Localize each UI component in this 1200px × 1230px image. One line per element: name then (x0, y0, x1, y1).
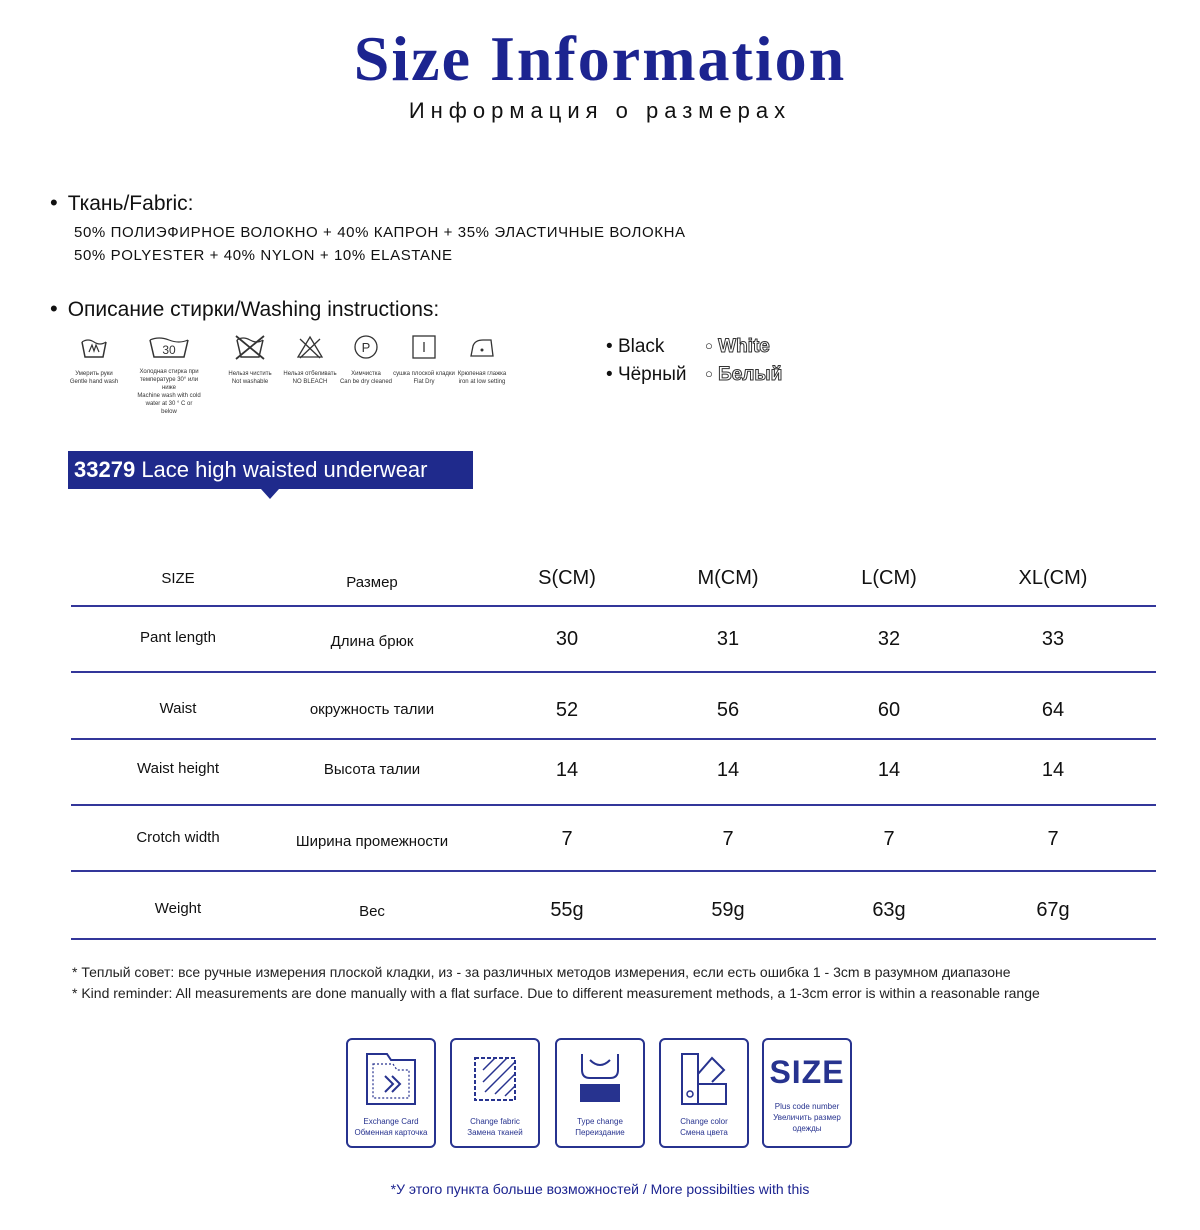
care-label-ru: Нельзя чистить (228, 371, 272, 377)
service-label-en: Change color (680, 1117, 728, 1126)
table-header-m: M(CM) (697, 567, 759, 589)
table-cell: 67g (1036, 899, 1070, 921)
service-label-ru: Смена цвета (680, 1128, 728, 1137)
dry-clean-icon (351, 334, 381, 360)
table-cell: 14 (716, 759, 740, 781)
table-cell: 59g (711, 899, 745, 921)
service-card-type[interactable] (555, 1038, 645, 1148)
care-label-en: Machine wash with cold water at 30 ° C or below (137, 393, 201, 415)
service-label-ru: Обменная карточка (354, 1128, 428, 1137)
row-label-ru: Высота талии (323, 761, 421, 778)
page-subtitle: Информация о размерах (408, 98, 792, 123)
table-cell: 30 (555, 628, 579, 650)
fabric-heading: • Ткань/Fabric: (50, 190, 194, 216)
service-label-en: Exchange Card (363, 1117, 419, 1126)
machine-wash-30-icon (147, 334, 191, 360)
table-cell: 14 (877, 759, 901, 781)
table-rule (71, 938, 1156, 940)
table-cell: 55g (550, 899, 584, 921)
fabric-composition-en: 50% POLYESTER + 40% NYLON + 10% ELASTANE (74, 247, 453, 264)
color-option-black[interactable] (606, 336, 664, 358)
care-label-en: Can be dry cleaned (339, 379, 393, 385)
care-label-en: iron at low setting (458, 379, 506, 385)
row-label-en: Waist (159, 700, 197, 717)
size-icon: SIZE (769, 1054, 845, 1090)
table-cell: 32 (877, 628, 901, 650)
row-label-ru: Длина брюк (330, 633, 414, 650)
care-label-en: Gentle hand wash (69, 379, 119, 385)
care-label-en: Flat Dry (413, 379, 435, 385)
table-cell: 7 (883, 828, 895, 850)
measurement-note-ru: * Теплый совет: все ручные измерения плоской кладки, из - за различных методов измерения, если есть ошибка 1 - 3cm в разумном диапазоне (72, 964, 1011, 980)
no-bleach-icon (295, 334, 325, 360)
measurement-note-en: * Kind reminder: All measurements are done manually with a flat surface. Due to different measurement methods, a 1-3cm error is within a reasonable range (72, 985, 1040, 1001)
color-option-white-ru[interactable] (705, 364, 782, 386)
table-cell: 14 (1041, 759, 1065, 781)
svg-text:P: P (361, 340, 371, 355)
low-iron-icon (467, 334, 497, 360)
care-label-ru: Химчистка (351, 371, 381, 377)
table-header-s: S(CM) (538, 567, 596, 589)
care-label-en: Not washable (231, 379, 269, 385)
footer-note: *У этого пункта больше возможностей / More possibilties with this (390, 1181, 810, 1197)
care-label-ru: Холодная стирка при температуре 30° или ниже (139, 369, 199, 391)
fabric-composition-ru: 50% ПОЛИЭФИРНОЕ ВОЛОКНО + 40% КАПРОН + 35% ЭЛАСТИЧНЫЕ ВОЛОКНА (74, 224, 686, 241)
page-title: Size Information (353, 23, 847, 94)
table-header-l: L(CM) (861, 567, 917, 589)
care-item-dry-clean (334, 334, 398, 386)
filled-dot-icon: • (606, 364, 613, 385)
care-item-flat-dry (392, 334, 456, 386)
row-label-ru: окружность талии (309, 701, 435, 718)
care-item-no-bleach (278, 334, 342, 386)
flat-dry-icon (409, 334, 439, 360)
color-option-black-ru[interactable] (606, 364, 687, 386)
hand-wash-icon (79, 334, 109, 360)
care-label-en: NO BLEACH (292, 379, 328, 385)
filled-dot-icon: • (606, 336, 613, 357)
row-label-en: Waist height (137, 760, 219, 777)
color-label-black-ru: Чёрный (617, 364, 687, 385)
table-cell: 14 (555, 759, 579, 781)
table-rule (71, 738, 1156, 740)
table-cell: 31 (716, 628, 740, 650)
table-cell: 7 (722, 828, 734, 850)
product-code: 33279 (74, 457, 136, 482)
table-rule (71, 870, 1156, 872)
care-item-hand-wash (62, 334, 126, 386)
change-color-icon (672, 1048, 736, 1110)
table-rule (71, 605, 1156, 607)
row-label-en: Weight (154, 900, 202, 917)
color-label-white-en: White (718, 336, 770, 357)
product-badge (68, 451, 473, 489)
row-label-en: Pant length (140, 629, 216, 646)
badge-pointer (261, 489, 279, 499)
table-cell: 33 (1041, 628, 1065, 650)
care-item-low-iron (450, 334, 514, 386)
washing-heading: • Описание стирки/Washing instructions: (50, 296, 439, 322)
hollow-dot-icon: ○ (705, 338, 713, 353)
exchange-card-icon (359, 1048, 423, 1110)
service-label-en: Type change (577, 1117, 623, 1126)
table-header-size-ru: Размер (346, 574, 398, 591)
care-item-no-wash (218, 334, 282, 386)
table-cell: 64 (1041, 699, 1065, 721)
table-cell: 7 (1047, 828, 1059, 850)
service-label-ru: Замена тканей (467, 1128, 523, 1137)
table-rule (71, 671, 1156, 673)
table-rule (71, 804, 1156, 806)
table-header-size-en: SIZE (161, 570, 195, 587)
service-card-size[interactable] (762, 1038, 852, 1148)
service-label-en: Plus code number (774, 1102, 840, 1111)
color-option-white[interactable] (705, 336, 770, 358)
care-label-ru: Нельзя отбеливать (283, 371, 337, 377)
hollow-dot-icon: ○ (705, 366, 713, 381)
table-cell: 63g (872, 899, 906, 921)
table-cell: 52 (555, 699, 579, 721)
service-card-color[interactable] (659, 1038, 749, 1148)
care-label-ru: сушка плоской кладки (393, 371, 455, 377)
service-card-exchange[interactable] (346, 1038, 436, 1148)
service-label-en: Change fabric (470, 1117, 520, 1126)
table-cell: 56 (716, 699, 740, 721)
table-header-xl: XL(CM) (1018, 567, 1088, 589)
wash-temp-label: 30 (162, 343, 176, 357)
product-name: Lace high waisted underwear (141, 457, 428, 482)
row-label-ru: Ширина промежности (295, 833, 449, 850)
type-change-icon (568, 1048, 632, 1110)
no-wash-icon (233, 334, 267, 360)
table-cell: 60 (877, 699, 901, 721)
care-label-ru: Крюпеная глажка (457, 371, 507, 377)
row-label-en: Crotch width (136, 829, 220, 846)
care-item-machine-wash (137, 334, 201, 416)
color-label-black-en: Black (617, 336, 665, 357)
table-cell: 7 (561, 828, 573, 850)
color-label-white-ru: Белый (718, 364, 783, 385)
service-label-ru: Увеличить размер одежды (773, 1113, 841, 1133)
care-label-ru: Умерить руки (75, 371, 113, 377)
change-fabric-icon (463, 1048, 527, 1110)
service-label-ru: Переиздание (575, 1128, 625, 1137)
row-label-ru: Вес (359, 903, 385, 920)
service-card-fabric[interactable] (450, 1038, 540, 1148)
